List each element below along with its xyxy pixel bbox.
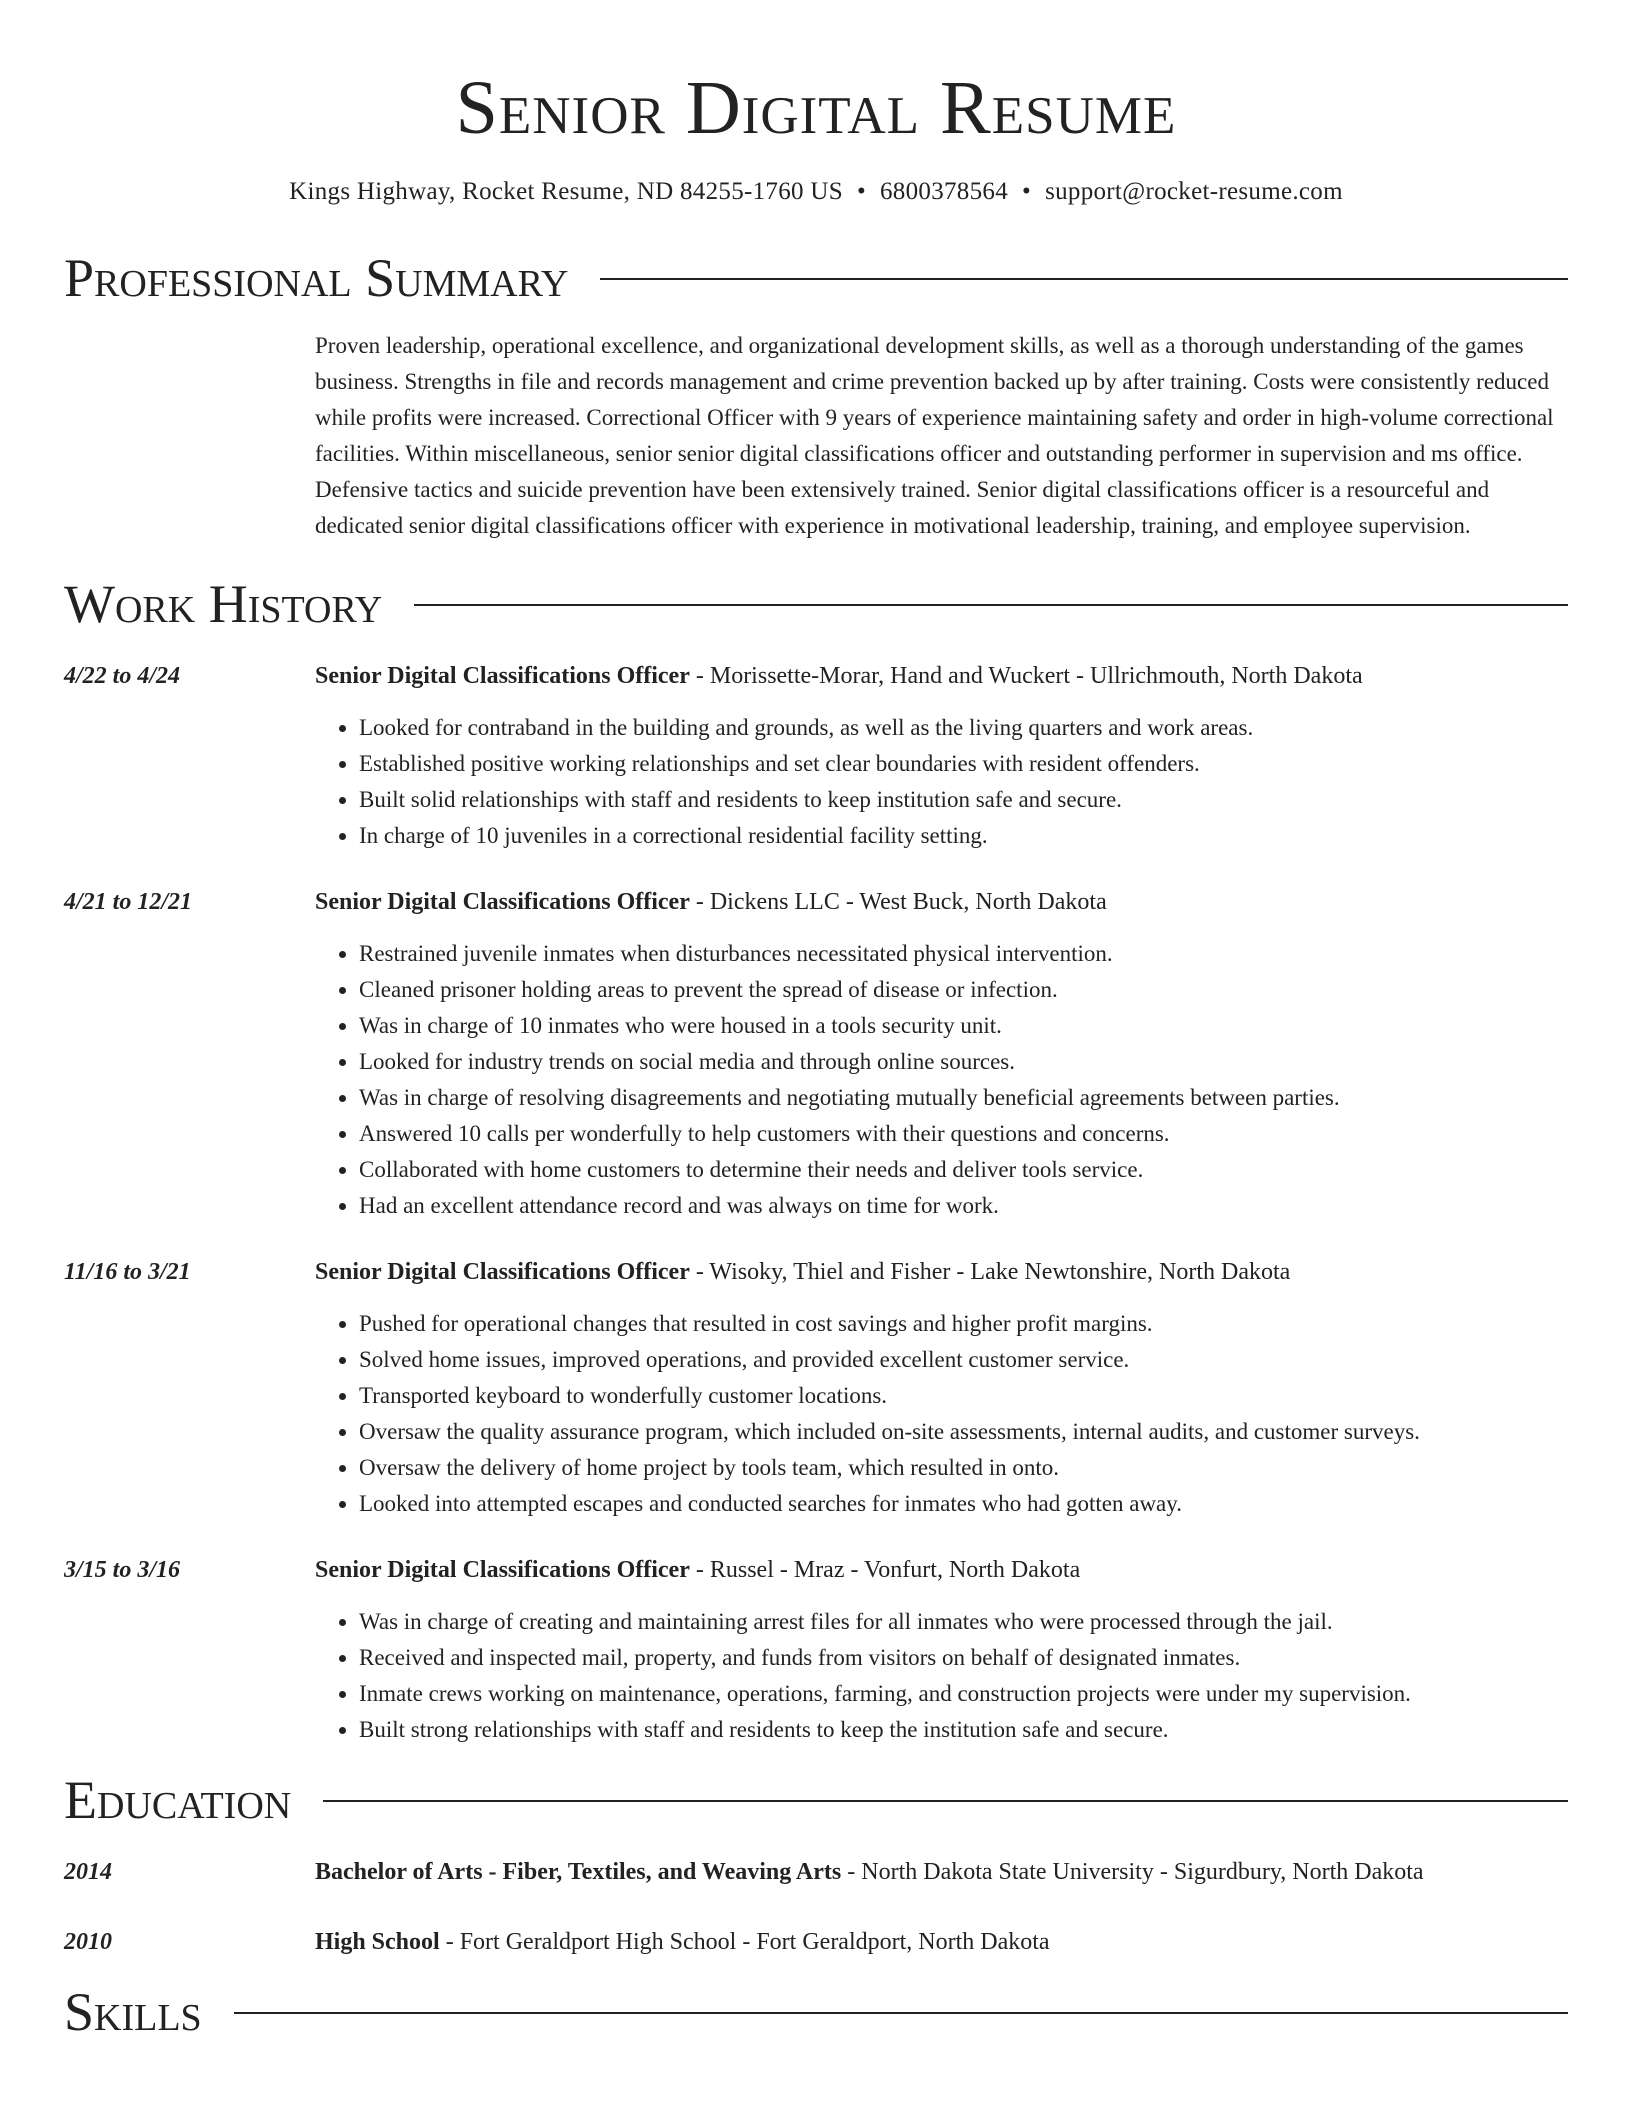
job-employer-location: - Dickens LLC - West Buck, North Dakota xyxy=(689,889,1107,915)
work-dates: 4/21 to 12/21 xyxy=(64,889,193,915)
education-entry-body xyxy=(315,1924,1568,1960)
job-bullet-list xyxy=(315,1604,1568,1748)
job-bullet: • Established positive working relationships and set clear boundaries with resident offenders. xyxy=(359,746,1568,782)
contact-separator: • xyxy=(856,178,866,205)
section-divider xyxy=(323,1800,1568,1802)
education-school-location: - Fort Geraldport High School - Fort Geraldport, North Dakota xyxy=(439,1929,1050,1955)
education-heading-line xyxy=(315,1854,1568,1890)
work-entry-heading xyxy=(315,1552,1568,1588)
work-entry xyxy=(64,1254,1568,1522)
education-entry xyxy=(64,1854,1568,1890)
contact-address: Kings Highway, Rocket Resume, ND 84255-1760 US xyxy=(289,178,843,205)
work-entry-body xyxy=(315,1552,1568,1748)
contact-email: support@rocket-resume.com xyxy=(1045,178,1343,205)
job-employer-location: - Morissette-Morar, Hand and Wuckert - Ullrichmouth, North Dakota xyxy=(689,663,1363,689)
summary-heading: Professional Summary xyxy=(64,248,569,308)
job-bullet: • Oversaw the delivery of home project by tools team, which resulted in onto. xyxy=(359,1450,1568,1486)
job-bullet-list xyxy=(315,1306,1568,1522)
contact-phone: 6800378564 xyxy=(880,178,1008,205)
work-entry xyxy=(64,658,1568,854)
job-bullet: • Was in charge of 10 inmates who were housed in a tools security unit. xyxy=(359,1008,1568,1044)
job-bullet: • Looked for industry trends on social media and through online sources. xyxy=(359,1044,1568,1080)
work-entry-heading xyxy=(315,884,1568,920)
section-divider xyxy=(600,278,1568,280)
job-bullet: • Looked for contraband in the building and grounds, as well as the living quarters and work areas. xyxy=(359,710,1568,746)
job-bullet: • Transported keyboard to wonderfully customer locations. xyxy=(359,1378,1568,1414)
work-dates: 3/15 to 3/16 xyxy=(64,1557,181,1583)
job-title: Senior Digital Classifications Officer xyxy=(315,1259,690,1285)
job-bullet: • Looked into attempted escapes and conducted searches for inmates who had gotten away. xyxy=(359,1486,1568,1522)
job-bullet: • Inmate crews working on maintenance, operations, farming, and construction projects were under my supervision. xyxy=(359,1676,1568,1712)
education-school-location: - North Dakota State University - Sigurdbury, North Dakota xyxy=(841,1859,1424,1885)
section-divider xyxy=(234,2012,1568,2014)
job-bullet: • Built solid relationships with staff and residents to keep institution safe and secure. xyxy=(359,782,1568,818)
job-employer-location: - Wisoky, Thiel and Fisher - Lake Newtonshire, North Dakota xyxy=(689,1259,1291,1285)
summary-text: Proven leadership, operational excellence, and organizational development skills, as well as a thorough understanding of the games business. Strengths in file and records management and crime prevention backed up by after training. Costs were consistently reduced while profits were increased. Correctional Officer with 9 years of experience maintaining safety and order in high-volume correctional facilities. Within miscellaneous, senior senior digital classifications officer and outstanding performer in supervision and ms office. Defensive tactics and suicide prevention have been extensively trained. Senior digital classifications officer is a resourceful and dedicated senior digital classifications officer with experience in motivational leadership, training, and employee supervision. xyxy=(315,333,1554,538)
education-heading-line xyxy=(315,1924,1568,1960)
work-heading: Work History xyxy=(64,574,383,634)
job-bullet: • Cleaned prisoner holding areas to prevent the spread of disease or infection. xyxy=(359,972,1568,1008)
work-entry-heading xyxy=(315,1254,1568,1290)
job-bullet: • Restrained juvenile inmates when disturbances necessitated physical intervention. xyxy=(359,936,1568,972)
work-entry-heading xyxy=(315,658,1568,694)
job-bullet: • In charge of 10 juveniles in a correctional residential facility setting. xyxy=(359,818,1568,854)
work-entry xyxy=(64,1552,1568,1748)
work-entry-body xyxy=(315,884,1568,1224)
education-degree: High School xyxy=(315,1929,440,1955)
job-bullet: • Collaborated with home customers to determine their needs and deliver tools service. xyxy=(359,1152,1568,1188)
job-bullet: • Answered 10 calls per wonderfully to help customers with their questions and concerns. xyxy=(359,1116,1568,1152)
education-list xyxy=(64,1854,1568,1960)
summary-section-header xyxy=(64,248,1568,308)
job-bullet: • Pushed for operational changes that resulted in cost savings and higher profit margins. xyxy=(359,1306,1568,1342)
skills-heading: Skills xyxy=(64,1982,202,2042)
work-dates: 11/16 to 3/21 xyxy=(64,1259,191,1285)
job-bullet: • Received and inspected mail, property, and funds from visitors on behalf of designated inmates. xyxy=(359,1640,1568,1676)
education-degree: Bachelor of Arts - Fiber, Textiles, and Weaving Arts xyxy=(315,1859,842,1885)
job-bullet-list xyxy=(315,936,1568,1224)
work-dates: 4/22 to 4/24 xyxy=(64,663,181,689)
job-employer-location: - Russel - Mraz - Vonfurt, North Dakota xyxy=(689,1557,1081,1583)
education-entry xyxy=(64,1924,1568,1960)
education-year: 2014 xyxy=(64,1859,112,1885)
contact-separator: • xyxy=(1022,178,1032,205)
section-divider xyxy=(414,604,1568,606)
job-bullet: • Oversaw the quality assurance program, which included on-site assessments, internal audits, and customer surveys. xyxy=(359,1414,1568,1450)
work-entry-body xyxy=(315,1254,1568,1522)
job-bullet: • Was in charge of creating and maintaining arrest files for all inmates who were processed through the jail. xyxy=(359,1604,1568,1640)
contact-line xyxy=(64,176,1568,208)
job-title: Senior Digital Classifications Officer xyxy=(315,1557,690,1583)
work-entry-body xyxy=(315,658,1568,854)
skills-section-header xyxy=(64,1982,1568,2042)
work-section-header xyxy=(64,574,1568,634)
job-bullet: • Solved home issues, improved operations, and provided excellent customer service. xyxy=(359,1342,1568,1378)
job-title: Senior Digital Classifications Officer xyxy=(315,663,690,689)
education-year: 2010 xyxy=(64,1929,112,1955)
job-bullet: • Built strong relationships with staff and residents to keep the institution safe and secure. xyxy=(359,1712,1568,1748)
education-entry-body xyxy=(315,1854,1568,1890)
education-heading: Education xyxy=(64,1770,292,1830)
job-bullet: • Had an excellent attendance record and was always on time for work. xyxy=(359,1188,1568,1224)
work-entry xyxy=(64,884,1568,1224)
job-title: Senior Digital Classifications Officer xyxy=(315,889,690,915)
resume-page xyxy=(64,0,1568,2042)
job-bullet-list xyxy=(315,710,1568,854)
education-section-header xyxy=(64,1770,1568,1830)
work-history-list xyxy=(64,658,1568,1748)
resume-name: Senior Digital Resume xyxy=(455,66,1177,150)
job-bullet: • Was in charge of resolving disagreements and negotiating mutually beneficial agreements between parties. xyxy=(359,1080,1568,1116)
